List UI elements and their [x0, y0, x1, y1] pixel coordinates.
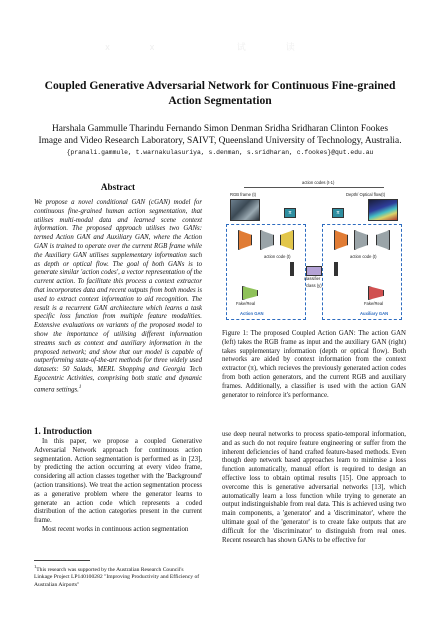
action-code-vector: [290, 262, 294, 276]
intro-paragraph-2: Most recent works in continuous action segmentation: [42, 525, 189, 533]
fig-label-depth: Depth/ Optical flow(t): [346, 192, 386, 197]
intro-text: [34, 438, 202, 535]
fig-label-fake-real-right: Fake/Real: [364, 301, 384, 306]
context-extractor-right: π: [332, 208, 344, 218]
footnote-rule: [34, 560, 90, 561]
author-emails: {pranali.gammule, t.warnakulasuriya, s.denman, s.sridharan, c.fookes}@qut.edu.au: [66, 149, 374, 156]
classifier-block: [306, 266, 322, 276]
context-extractor-left: π: [284, 208, 296, 218]
fig-label-class: class (y): [306, 283, 322, 288]
watermark: xx 试读: [105, 42, 335, 52]
abstract-text: [34, 199, 202, 395]
abstract-body: We propose a novel conditional GAN (cGAN) model for continuous fine-grained human action segmentation, that utilises multi-modal data and learned scene context information. The proposed approach utilises two GANs: termed Action GAN and Auxiliary GAN, where the Action GAN is trained to operate over the current RGB frame while the Auxiliary GAN utilises supplementary information such as depth or optical flow. The goal of both GANs is to generate similar 'action codes', a vector representation of the current action. To facilitate this process a context extractor that incorporates data and recent outputs from both modes is used to extract context information to aid recognition. The result is a recurrent GAN architecture which learns a task specific loss function from multiple feature modalities. Extensive evaluations on variants of the proposed model to show the importance of utilising different information streams such as context and auxiliary information in the proposed network; and show that our model is capable of outperforming state-of-the-art methods for three widely used datasets: 50 Salads, MERL Shopping and Georgia Tech Egocentric Activities, comprising both static and dynamic camera settings.: [34, 199, 202, 394]
footnote-mark: 1: [34, 564, 37, 569]
figure-caption: Figure 1: The proposed Coupled Action GAN: The action GAN (left) takes the RGB frame as input and the auxiliary GAN (right) takes supplementary information (depth or optical flow). Both networks are aided by context information from the context extractor (π), which recieves the previously generated action codes from both action generators, and the current RGB and auxiliary frames. Additionally, a classifier is used with the action GAN generator to reinforce it's performance.: [222, 330, 406, 399]
fig-label-action-codes: action codes (t-1): [302, 180, 335, 185]
fig-label-action-gan: Action GAN: [240, 311, 264, 316]
fig-label-fake-real-left: Fake/Real: [236, 301, 256, 306]
right-column-text: use deep neural networks to process spatio-temporal information, and as such do not require feature engineering or suffer from the inherent deficiencies of hand crafted feature-based methods. Even though deep network based approaches learn to minimise a loss function automatically, manual effort is required to design an effective loss to obtain optimal results [15]. One approach to overcome this is generative adversarial networks [13], which automatically learn a loss function while trying to generate an output indistinguishable from real data. This is achieved using two main components, a 'generator' and a 'discriminator', where the ultimate goal of the 'generator' is to create fake outputs that are difficult for the 'discriminator' to distinguish from real ones. Recent research has shown GANs to be effective for: [222, 431, 406, 544]
fig-label-rgb: RGB frame (t): [230, 192, 257, 197]
footnote-text: This research was supported by the Australian Research Council's Linkage Project LP140100282 "Improving Productivity and Efficiency of Australian Airports": [34, 566, 200, 588]
fig-label-classifier: classifier: [304, 276, 321, 281]
fig-label-aux-gan: Auxiliary GAN: [360, 311, 389, 316]
figure-coupled-gan: [224, 180, 402, 320]
aux-code-vector: [334, 262, 338, 276]
rgb-frame-image: [230, 199, 260, 221]
intro-paragraph-1: In this paper, we propose a coupled Generative Adversarial Network approach for continuous action segmentation. Action segmentation is performed as in [23], by predicting the action occurring at every video frame, considering all action classes together with the 'Background' (action transitions). We treat the action segmentation process as a generative problem where the generator learns to generate an action code which represents a coded distribution of the action categories present in the current frame.: [34, 438, 202, 525]
abstract-footnote-mark: 1: [78, 384, 82, 390]
depth-frame-image: [368, 199, 398, 221]
fig-label-action-code-left: action code (t): [264, 254, 291, 259]
fig-label-action-code-right: action code (t): [350, 254, 377, 259]
abstract-heading: Abstract: [100, 182, 136, 192]
fig-connector: [244, 187, 384, 188]
author-list: Harshala Gammulle Tharindu Fernando Simon Denman Sridha Sridharan Clinton Fookes: [52, 124, 388, 134]
footnote: [34, 563, 202, 589]
paper-title: Coupled Generative Adversarial Network for Continuous Fine-grained Action Segmentation: [44, 79, 396, 107]
intro-heading: 1. Introduction: [34, 426, 92, 436]
affiliation: Image and Video Research Laboratory, SAIVT, Queensland University of Technology, Australia.: [38, 136, 402, 146]
